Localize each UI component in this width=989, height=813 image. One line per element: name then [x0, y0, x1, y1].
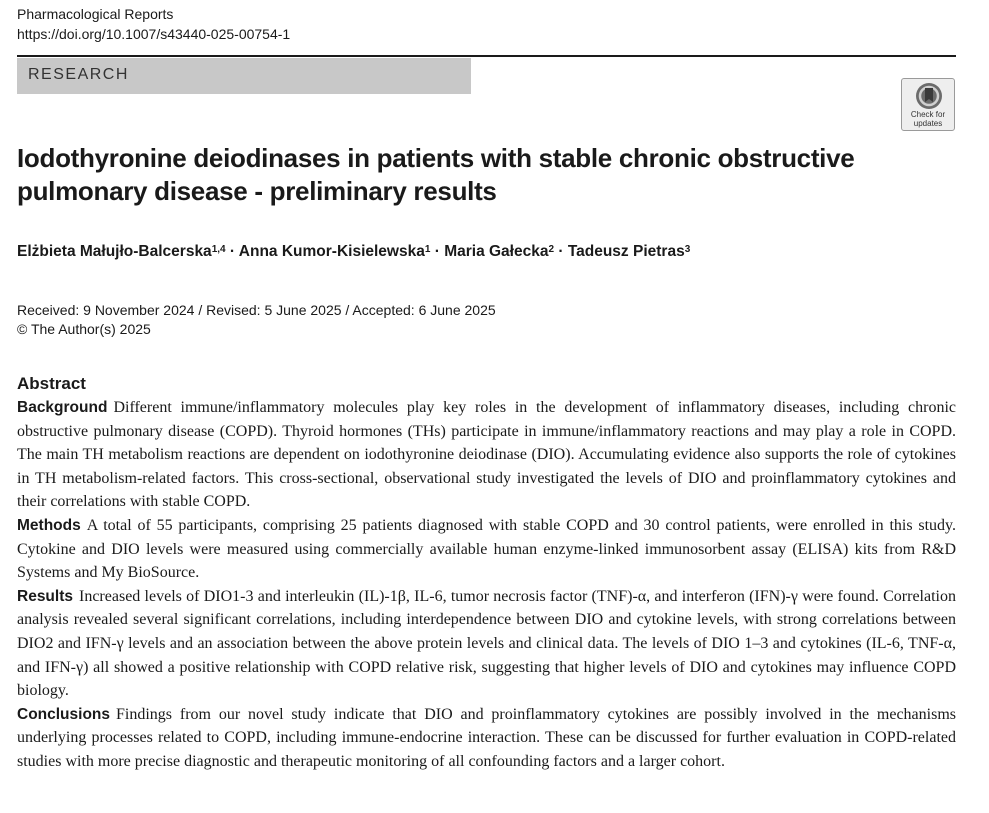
abstract-heading: Abstract	[17, 374, 86, 393]
article-title: Iodothyronine deiodinases in patients with stable chronic obstructive pulmonary disease - preliminary results	[17, 143, 855, 206]
author-name[interactable]: Tadeusz Pietras	[567, 243, 685, 260]
abstract-body	[17, 396, 956, 774]
abstract-label: Background	[17, 399, 108, 416]
check-for-updates-icon	[914, 82, 944, 110]
abstract-label: Results	[17, 587, 73, 605]
abstract-text: Different immune/inflammatory molecules play key roles in the development of inflammatory diseases, including chronic obstructive pulmonary disease (COPD). Thyroid hormones (THs) participate in immune/inflammatory reactions and may play a role in COPD. The main TH metabolism reactions are dependent on iodothyronine deiodinase (DIO). Accumulating evidence also supports the role of cytokines in TH metabolism-related factors. This cross-sectional, observational study investigated the levels of DIO and proinflammatory cytokines and their correlations with stable COPD.	[17, 399, 956, 511]
author-name[interactable]: Elżbieta Małujło-Balcerska	[17, 243, 212, 260]
journal-name: Pharmacological Reports	[17, 6, 174, 22]
author-name[interactable]: Maria Gałecka	[444, 243, 549, 260]
author-separator: ·	[430, 243, 445, 260]
section-label: RESEARCH	[28, 66, 129, 83]
abstract-text: Increased levels of DIO1-3 and interleukin (IL)-1β, IL-6, tumor necrosis factor (TNF)-α, and interferon (IFN)-γ were found. Correlation analysis revealed several significant correlations, including interdependence between DIO and cytokine levels, with strong correlations between DIO2 and IFN-γ levels and an association between the above protein levels and clinical data. The levels of DIO 1–3 and cytokines (IL-6, TNF-α, and IFN-γ) all showed a positive relationship with COPD relative risk, suggesting that higher levels of DIO and cytokines may influence COPD biology.	[17, 587, 956, 700]
abstract-section-background	[17, 396, 956, 514]
abstract-label: Conclusions	[17, 705, 111, 723]
check-for-updates-text: Check for updates	[910, 110, 946, 128]
author-separator: ·	[225, 243, 239, 260]
abstract-text: A total of 55 participants, comprising 25 patients diagnosed with stable COPD and 30 control patients, were enrolled in this study. Cytokine and DIO levels were measured using commercially available human enzyme-linked immunosorbent assay (ELISA) kits from R&D Systems and My BioSource.	[17, 516, 956, 582]
author-separator: ·	[554, 243, 568, 260]
abstract-section-conclusions	[17, 703, 956, 774]
author-affiliation[interactable]: 2	[548, 244, 555, 255]
abstract-text: Findings from our novel study indicate that DIO and proinflammatory cytokines are possibly involved in the mechanisms underlying processes related to COPD, including immune-endocrine interaction. These can be discussed for further evaluation in COPD-related studies with more precise diagnostic and therapeutic monitoring of all confounding factors and a larger cohort.	[17, 705, 956, 770]
author-name[interactable]: Anna Kumor-Kisielewska	[238, 243, 425, 260]
doi-link[interactable]: https://doi.org/10.1007/s43440-025-00754-1	[17, 26, 291, 42]
author-affiliation[interactable]: 1	[424, 244, 431, 255]
author-affiliation[interactable]: 1,4	[211, 244, 226, 255]
check-for-updates-badge[interactable]	[901, 78, 955, 131]
abstract-section-results	[17, 585, 956, 703]
author-list	[17, 241, 690, 263]
article-dates: Received: 9 November 2024 / Revised: 5 June 2025 / Accepted: 6 June 2025	[17, 302, 496, 318]
abstract-label: Methods	[17, 516, 81, 534]
header-rule	[17, 55, 956, 57]
copyright-notice: © The Author(s) 2025	[17, 321, 151, 337]
abstract-section-methods	[17, 514, 956, 585]
author-affiliation[interactable]: 3	[684, 244, 691, 255]
